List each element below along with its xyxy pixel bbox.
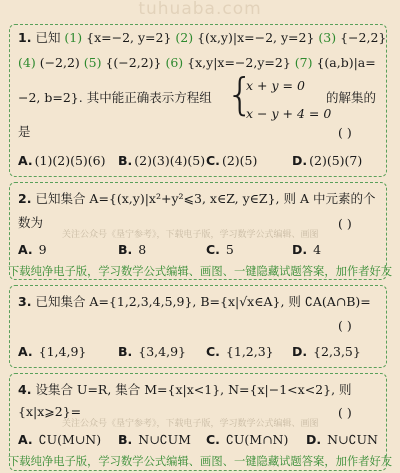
option-label: B. bbox=[118, 432, 133, 447]
option-label: C. bbox=[206, 432, 220, 447]
site-watermark: tuhuaba.com bbox=[138, 0, 262, 19]
q1-item-6: {x,y|x=−2,y=2} bbox=[183, 55, 295, 70]
q2-faint-watermark: 关注公众号《垦宁参考》，下载电子版，学习数学公式编辑、画图 bbox=[62, 230, 319, 240]
q1-line-3-tail: 的解集的 bbox=[326, 90, 377, 105]
q1-item-4: (−2,2) bbox=[35, 55, 84, 70]
option-label: D. bbox=[306, 432, 322, 447]
q2-stem: 已知集合 A={(x,y)|x²+y²⩽3, x∈Z, y∈Z}, 则 A 中元素的个 bbox=[35, 191, 376, 206]
option-text: 8 bbox=[138, 242, 147, 257]
equation-system-brace: { bbox=[226, 69, 254, 120]
option-label: B. bbox=[118, 242, 133, 257]
option-label: C. bbox=[206, 242, 220, 257]
q1-stem-start: 已知 bbox=[35, 30, 65, 45]
q4-faint-watermark: 关注公众号《垦宁参考》，下载电子版，学习数学公式编辑、画图 bbox=[62, 419, 319, 429]
option-text: (2)(5)(7) bbox=[309, 153, 363, 168]
option-label: A. bbox=[18, 242, 33, 257]
option-text: N∪∁UN bbox=[327, 432, 378, 447]
q1-item-6-label: (6) bbox=[165, 55, 184, 70]
option-text: {1,2,3} bbox=[225, 344, 274, 359]
answer-blank: ( ) bbox=[338, 125, 352, 140]
q2-promo-banner: 下载纯净电子版，学习数学公式编辑、画图、一键隐藏试题答案，加作者好友 bbox=[8, 265, 393, 278]
q2-number: 2. bbox=[18, 191, 32, 206]
q1-item-7-label: (7) bbox=[294, 55, 313, 70]
question-2 bbox=[8, 182, 393, 280]
q1-item-3: {−2,2} bbox=[336, 30, 387, 45]
q4-number: 4. bbox=[18, 382, 32, 397]
option-text: (2)(3)(4)(5) bbox=[134, 153, 206, 168]
q4-option-d[interactable] bbox=[306, 432, 378, 447]
q1-option-c[interactable] bbox=[206, 153, 257, 168]
q1-item-5-label: (5) bbox=[83, 55, 102, 70]
q2-line-2: 数为 bbox=[18, 215, 44, 230]
q4-line-2: {x|x⩾2}= bbox=[18, 404, 82, 419]
answer-blank: ( ) bbox=[338, 318, 352, 333]
option-text: {3,4,9} bbox=[138, 344, 186, 359]
q2-option-c[interactable] bbox=[206, 242, 234, 257]
option-text: ∁U(M∩N) bbox=[225, 432, 289, 447]
q1-option-a[interactable] bbox=[18, 153, 105, 168]
q1-line-2 bbox=[18, 56, 380, 70]
q2-line-1 bbox=[18, 192, 380, 206]
q4-option-a[interactable] bbox=[18, 432, 101, 447]
q1-item-2-label: (2) bbox=[175, 30, 194, 45]
q4-promo-banner: 下载纯净电子版，学习数学公式编辑、画图、一键隐藏试题答案，加作者好友 bbox=[8, 455, 393, 468]
q2-option-a[interactable] bbox=[18, 242, 47, 257]
option-label: C. bbox=[206, 344, 220, 359]
option-text: 5 bbox=[225, 242, 234, 257]
q3-stem: 已知集合 A={1,2,3,4,5,9}, B={x|√x∈A}, 则 ∁A(A∩B)= bbox=[35, 294, 371, 309]
q1-item-7: {(a,b)|a= bbox=[312, 55, 376, 70]
q1-line-1 bbox=[18, 30, 387, 45]
answer-blank: ( ) bbox=[338, 405, 352, 420]
q3-option-c[interactable] bbox=[206, 344, 274, 359]
question-4 bbox=[8, 373, 393, 471]
option-text: (2)(5) bbox=[221, 153, 258, 168]
q3-option-b[interactable] bbox=[118, 344, 186, 359]
q4-option-b[interactable] bbox=[118, 432, 191, 447]
option-label: B. bbox=[118, 153, 133, 168]
q1-option-d[interactable] bbox=[292, 153, 362, 168]
q4-stem: 设集合 U=R, 集合 M={x|x<1}, N={x|−1<x<2}, 则 bbox=[35, 382, 352, 397]
system-equation-2: x − y + 4 = 0 bbox=[246, 106, 332, 121]
q1-item-1-label: (1) bbox=[64, 30, 83, 45]
option-label: D. bbox=[292, 242, 308, 257]
q1-number: 1. bbox=[18, 30, 32, 45]
q4-line-1 bbox=[18, 383, 380, 397]
option-text: (1)(2)(5)(6) bbox=[34, 153, 106, 168]
option-label: D. bbox=[292, 344, 308, 359]
q3-option-d[interactable] bbox=[292, 344, 361, 359]
q3-number: 3. bbox=[18, 294, 32, 309]
option-label: A. bbox=[18, 432, 33, 447]
q3-option-a[interactable] bbox=[18, 344, 86, 359]
option-text: ∁U(M∪N) bbox=[38, 432, 102, 447]
option-text: {2,3,5} bbox=[313, 344, 361, 359]
option-text: 9 bbox=[38, 242, 47, 257]
q1-option-b[interactable] bbox=[118, 153, 205, 168]
q2-option-b[interactable] bbox=[118, 242, 146, 257]
q1-item-1: {x=−2, y=2} bbox=[82, 30, 176, 45]
option-label: B. bbox=[118, 344, 133, 359]
option-label: A. bbox=[18, 344, 33, 359]
q1-item-5: {(−2,2)} bbox=[101, 55, 166, 70]
q1-item-2: {(x,y)|x=−2, y=2} bbox=[193, 30, 319, 45]
option-label: C. bbox=[206, 153, 220, 168]
q2-option-d[interactable] bbox=[292, 242, 321, 257]
system-equation-1: x + y = 0 bbox=[246, 78, 305, 93]
option-text: 4 bbox=[313, 242, 322, 257]
answer-blank: ( ) bbox=[338, 216, 352, 231]
q1-line-3: −2, b=2}. 其中能正确表示方程组 bbox=[18, 90, 212, 105]
q1-item-4-label: (4) bbox=[18, 55, 36, 70]
q1-item-3-label: (3) bbox=[318, 30, 337, 45]
question-1 bbox=[9, 24, 387, 177]
q1-line-4: 是 bbox=[18, 124, 31, 139]
option-label: D. bbox=[292, 153, 308, 168]
question-3 bbox=[9, 285, 387, 368]
option-label: A. bbox=[18, 153, 33, 168]
option-text: N∪∁UM bbox=[138, 432, 191, 447]
option-text: {1,4,9} bbox=[38, 344, 87, 359]
q3-line-1 bbox=[18, 295, 380, 309]
q4-option-c[interactable] bbox=[206, 432, 288, 447]
